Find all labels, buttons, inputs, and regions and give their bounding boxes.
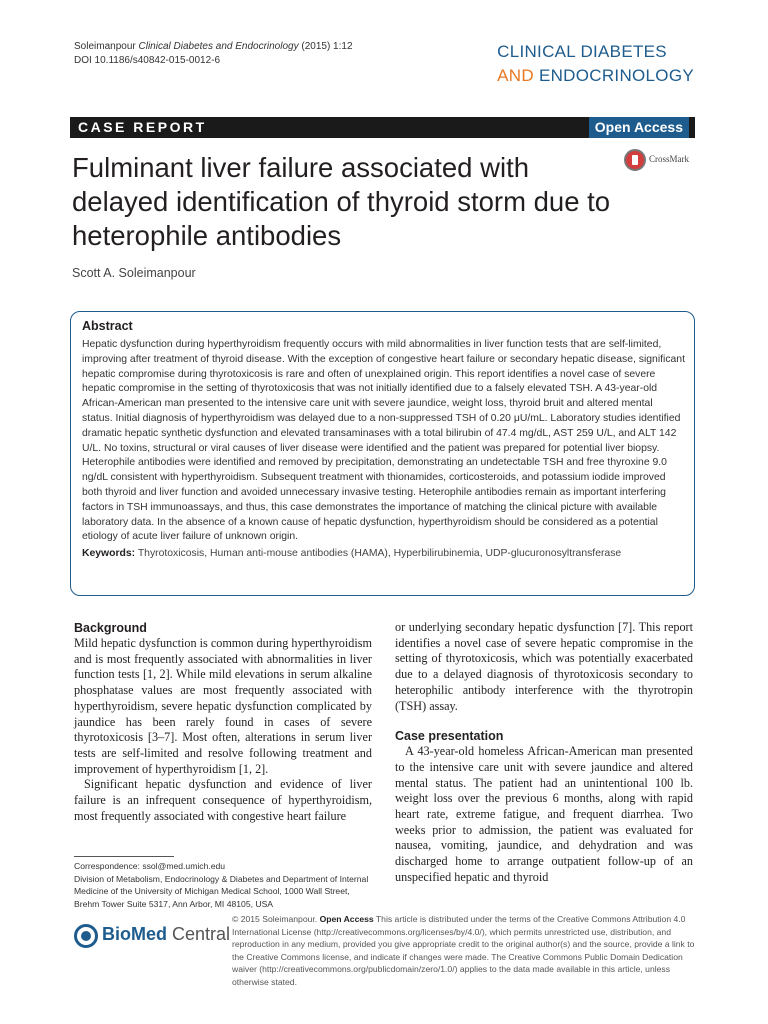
keywords — [82, 547, 686, 562]
license-open-access: Open Access — [319, 914, 374, 924]
article-type: CASE REPORT — [78, 119, 207, 135]
license-statement — [232, 913, 698, 988]
license-prefix: © 2015 Soleimanpour. — [232, 914, 320, 924]
doi[interactable]: DOI 10.1186/s40842-015-0012-6 — [74, 55, 221, 66]
citation-journal: Clinical Diabetes and Endocrinology — [138, 41, 299, 52]
license-text: This article is distributed under the terms of the Creative Commons Attribution 4.0 International License (http://creativecommons.org/licenses/by/4.0/), which permits unrestricted use, distribution, and reproduction in any medium, provided you give appropriate credit to the original author(s) and the source, provide a link to the Creative Commons license, and indicate if changes were made. The Creative Commons Public Domain Dedication waiver (http://creativecommons.org/publicdomain/zero/1.0/) applies to the data made available in this article, unless otherwise stated. — [232, 914, 695, 987]
correspondence-affiliation: Division of Metabolism, Endocrinology & Diabetes and Department of Internal Medicine of the University of Michigan Medical School, 1000 Wall Street, Brehm Tower Suite 5317, Ann Arbor, MI 48105, USA — [74, 873, 369, 909]
article-title: Fulminant liver failure associated with delayed identification of thyroid storm due to heterophile antibodies — [72, 152, 611, 251]
keywords-list: Thyrotoxicosis, Human anti-mouse antibodies (HAMA), Hyperbilirubinemia, UDP-glucuronosyltransferase — [137, 548, 622, 560]
background-paragraph-2: Significant hepatic dysfunction and evidence of liver failure is an infrequent consequence of hyperthyroidism, most frequently associated with congestive heart failure — [74, 777, 372, 823]
article-type-band — [70, 117, 695, 138]
publisher-name-rest: Central — [167, 924, 231, 944]
case-presentation-heading: Case presentation — [395, 729, 504, 744]
author-name: Scott A. Soleimanpour — [72, 266, 196, 280]
keywords-label: Keywords: — [82, 548, 136, 560]
journal-name-line1: CLINICAL DIABETES — [497, 42, 667, 61]
open-access-badge: Open Access — [589, 117, 689, 138]
case-paragraph-1: A 43-year-old homeless African-American man presented to the intensive care unit with severe jaundice and altered mental status. The patient had an unintentional 100 lb. weight loss over the previous 6 months, along with rapid heart rate, extreme fatigue, and frequent diarrhea. Two weeks prior to admission, the patient was evaluated for nausea, vomiting, jaundice, and dehydration and was discharged home to arrange outpatient follow-up of an unspecified hepatic and thyroid — [395, 744, 693, 884]
citation-volume: (2015) 1:12 — [301, 41, 353, 52]
crossmark-badge[interactable] — [624, 149, 704, 175]
crossmark-icon — [624, 149, 646, 171]
citation-author: Soleimanpour — [74, 41, 136, 52]
body-column-right — [395, 620, 693, 886]
crossmark-label: CrossMark — [649, 154, 689, 164]
background-paragraph-1: Mild hepatic dysfunction is common during hyperthyroidism and is most frequently associated with abnormalities in liver function tests [1, 2]. While mild elevations in serum alkaline phosphatase values are most frequently associated with hyperthyroidism, severe hepatic dysfunction complicated by jaundice has been rarely found in cases of severe thyrotoxicosis [3–7]. Most often, alterations in serum liver tests are self-limited and resolve following treatment and improvement of hyperthyroidism [1, 2]. — [74, 636, 372, 776]
journal-name-and: AND — [497, 66, 539, 85]
journal-logo — [497, 40, 694, 88]
background-heading: Background — [74, 621, 147, 635]
correspondence — [74, 860, 374, 910]
abstract-box — [70, 311, 695, 596]
background-paragraph-3: or underlying secondary hepatic dysfunction [7]. This report identifies a novel case of severe hepatic compromise in the setting of thyrotoxicosis, which was potentially exacerbated due to a delayed diagnosis of thyrotoxicosis secondary to heterophilic antibody interference with the thyrotropin (TSH) assay. — [395, 620, 693, 713]
footnote-divider — [74, 856, 174, 857]
body-column-left — [74, 620, 372, 824]
biomed-central-icon — [74, 924, 98, 948]
abstract-heading: Abstract — [82, 319, 133, 333]
publisher-name-bold: BioMed — [102, 924, 167, 944]
citation-header — [74, 40, 353, 68]
publisher-logo — [74, 922, 231, 950]
abstract-text: Hepatic dysfunction during hyperthyroidism frequently occurs with mild abnormalities in liver function tests that are self-limited, improving after treatment of thyroid disease. With the exception of congestive heart failure or secondary hepatic disease, significant hepatic compromise during thyrotoxicosis is rare and often of unexplained origin. This report identifies a novel case of severe hepatic compromise in the setting of thyrotoxicosis that was not initially identified due to a falsely elevated TSH. A 43-year-old African-American man presented to the intensive care unit with severe jaundice, weight loss, thyroid bruit and altered mental status. Initial diagnosis of hyperthyroidism was delayed due to a non-suppressed TSH of 0.20 μU/mL. Laboratory studies identified dramatic hepatic synthetic dysfunction and elevated transaminases with a total bilirubin of 47.4 mg/dL, AST 259 U/L, and ALT 142 U/L. No toxins, structural or viral causes of liver disease were identified and the patient was prepared for potential liver biopsy. Heterophile antibodies were identified and removed by precipitation, demonstrating an undetectable TSH and free thyroxine 9.0 ng/dL consistent with hyperthyroidism. Subsequent treatment with thionamides, corticosteroids, and potassium iodide improved both thyroid and liver function and avoided unnecessary invasive testing. Heterophile antibodies remain as important interfering factors in TSH immunoassays, and thus, this case demonstrates the importance of matching the clinical picture with available laboratory data. In the absence of a known cause of hepatic dysfunction, hyperthyroidism should be considered as a potential etiology of acute liver failure of unknown origin. — [82, 339, 685, 543]
correspondence-email: Correspondence: ssol@med.umich.edu — [74, 861, 226, 871]
journal-name-line2: ENDOCRINOLOGY — [538, 66, 694, 85]
